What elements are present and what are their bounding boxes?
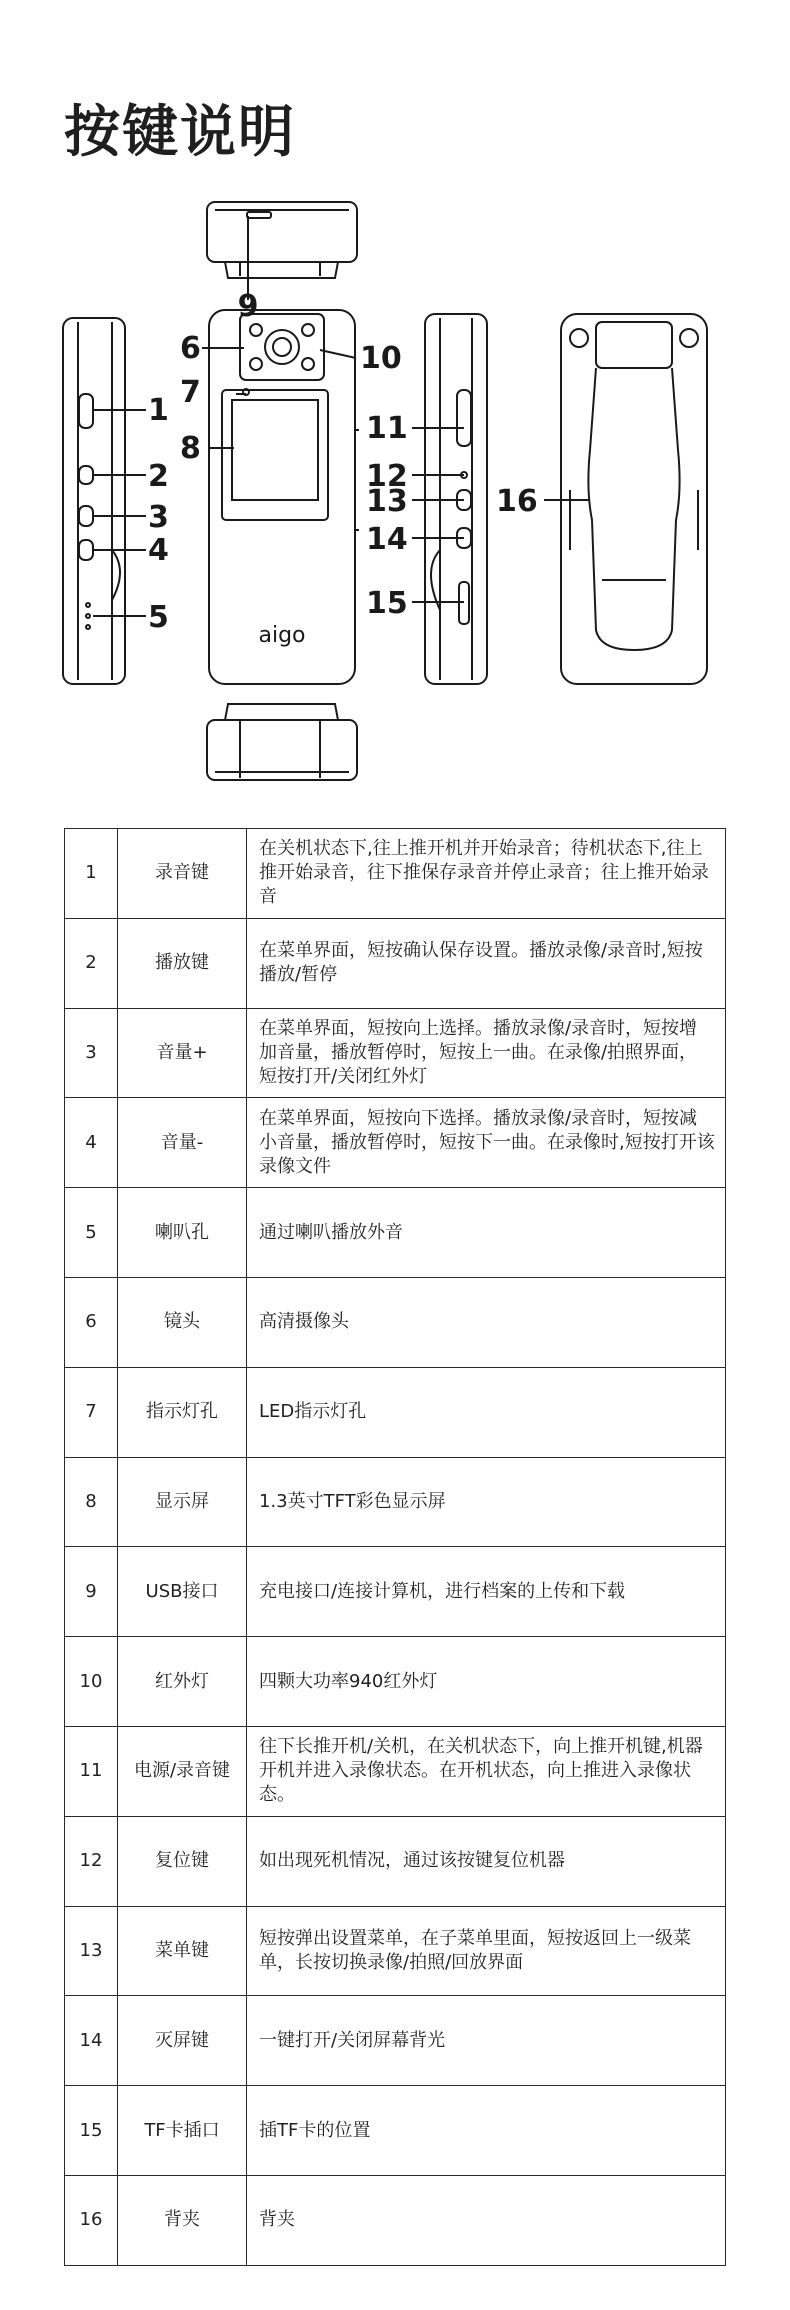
key-description: 一键打开/关闭屏幕背光 — [247, 1996, 726, 2086]
callout-7: 7 — [180, 375, 201, 410]
callout-1: 1 — [148, 393, 169, 428]
table-row — [65, 1277, 726, 1367]
key-name: 菜单键 — [118, 1906, 247, 1996]
row-number: 4 — [65, 1098, 118, 1188]
top-view — [207, 202, 357, 278]
callout-16: 16 — [496, 484, 538, 519]
row-number: 16 — [65, 2175, 118, 2265]
key-name: 录音键 — [118, 829, 247, 919]
key-description: 在关机状态下,往上推开机并开始录音；待机状态下,往上推开始录音，往下推保存录音并停止录音；往上推开始录音 — [247, 829, 726, 919]
key-description: 1.3英寸TFT彩色显示屏 — [247, 1457, 726, 1547]
key-description: 背夹 — [247, 2175, 726, 2265]
row-number: 3 — [65, 1008, 118, 1098]
callout-9: 9 — [237, 289, 259, 324]
row-number: 9 — [65, 1547, 118, 1637]
key-name: 红外灯 — [118, 1637, 247, 1727]
key-name: 指示灯孔 — [118, 1367, 247, 1457]
key-description: 在菜单界面，短按向下选择。播放录像/录音时，短按减小音量，播放暂停时，短按下一曲。在录像时,短按打开该录像文件 — [247, 1098, 726, 1188]
row-number: 14 — [65, 1996, 118, 2086]
table-row — [65, 2086, 726, 2176]
key-name: 背夹 — [118, 2175, 247, 2265]
row-number: 12 — [65, 1816, 118, 1906]
row-number: 1 — [65, 829, 118, 919]
callout-15: 15 — [366, 586, 408, 621]
key-name: 显示屏 — [118, 1457, 247, 1547]
table-row — [65, 1188, 726, 1278]
callout-3: 3 — [148, 500, 169, 535]
page-title: 按键说明 — [64, 100, 296, 165]
row-number: 5 — [65, 1188, 118, 1278]
key-description: 在菜单界面，短按向上选择。播放录像/录音时，短按增加音量，播放暂停时，短按上一曲。在录像/拍照界面，短按打开/关闭红外灯 — [247, 1008, 726, 1098]
table-row — [65, 1726, 726, 1816]
key-name: 音量- — [118, 1098, 247, 1188]
row-number: 7 — [65, 1367, 118, 1457]
key-description: 如出现死机情况，通过该按键复位机器 — [247, 1816, 726, 1906]
table-row — [65, 1996, 726, 2086]
key-description: 通过喇叭播放外音 — [247, 1188, 726, 1278]
row-number: 6 — [65, 1277, 118, 1367]
key-description: LED指示灯孔 — [247, 1367, 726, 1457]
bottom-view — [207, 704, 357, 780]
callout-6: 6 — [180, 331, 201, 366]
key-name: 播放键 — [118, 918, 247, 1008]
callout-12: 12 — [366, 459, 408, 494]
key-description: 插TF卡的位置 — [247, 2086, 726, 2176]
callout-10: 10 — [360, 341, 402, 376]
key-description: 短按弹出设置菜单，在子菜单里面，短按返回上一级菜单，长按切换录像/拍照/回放界面 — [247, 1906, 726, 1996]
table-row — [65, 1457, 726, 1547]
key-name: TF卡插口 — [118, 2086, 247, 2176]
callout-14: 14 — [366, 522, 408, 557]
key-name: 灭屏键 — [118, 1996, 247, 2086]
callout-13: 13 — [366, 484, 408, 519]
row-number: 15 — [65, 2086, 118, 2176]
callout-2: 2 — [148, 459, 169, 494]
table-row — [65, 1906, 726, 1996]
table-row — [65, 1098, 726, 1188]
table-row — [65, 1008, 726, 1098]
key-name: USB接口 — [118, 1547, 247, 1637]
table-row — [65, 1637, 726, 1727]
row-number: 10 — [65, 1637, 118, 1727]
device-diagram — [0, 190, 790, 810]
key-description-table — [64, 828, 726, 2266]
row-number: 13 — [65, 1906, 118, 1996]
row-number: 8 — [65, 1457, 118, 1547]
table-row — [65, 2175, 726, 2265]
key-name: 电源/录音键 — [118, 1726, 247, 1816]
callout-5: 5 — [148, 600, 169, 635]
callout-11: 11 — [366, 411, 408, 446]
table-row — [65, 918, 726, 1008]
row-number: 11 — [65, 1726, 118, 1816]
table-row — [65, 829, 726, 919]
callout-8: 8 — [180, 431, 201, 466]
brand-logo: aigo — [258, 623, 306, 648]
row-number: 2 — [65, 918, 118, 1008]
table-row — [65, 1547, 726, 1637]
callout-4: 4 — [148, 533, 169, 568]
table-row — [65, 1816, 726, 1906]
key-name: 音量+ — [118, 1008, 247, 1098]
key-description: 四颗大功率940红外灯 — [247, 1637, 726, 1727]
table-row — [65, 1367, 726, 1457]
key-name: 镜头 — [118, 1277, 247, 1367]
key-name: 喇叭孔 — [118, 1188, 247, 1278]
left-side-view — [63, 318, 125, 684]
key-description: 在菜单界面，短按确认保存设置。播放录像/录音时,短按播放/暂停 — [247, 918, 726, 1008]
key-name: 复位键 — [118, 1816, 247, 1906]
key-description: 高清摄像头 — [247, 1277, 726, 1367]
key-description: 往下长推开机/关机，在关机状态下，向上推开机键,机器开机并进入录像状态。在开机状态，向上推进入录像状态。 — [247, 1726, 726, 1816]
key-description: 充电接口/连接计算机，进行档案的上传和下载 — [247, 1547, 726, 1637]
